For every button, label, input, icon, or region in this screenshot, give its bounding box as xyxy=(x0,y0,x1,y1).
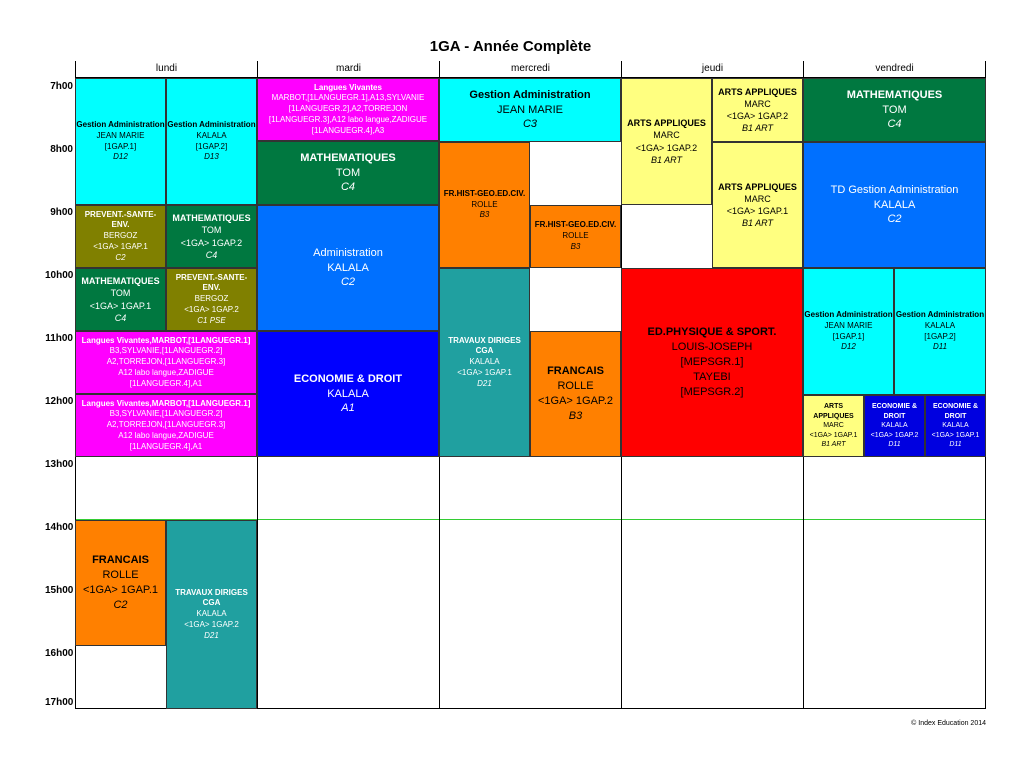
course-group: <1GA> 1GAP.2 xyxy=(635,142,698,153)
timetable-grid xyxy=(45,61,986,709)
course-teacher: MARC xyxy=(744,98,771,109)
course-room: C4 xyxy=(205,249,218,260)
course-group: <1GA> 1GAP.2 xyxy=(184,619,239,629)
course-block[interactable] xyxy=(439,78,621,142)
course-group: <1GA> 1GAP.2 xyxy=(537,395,614,407)
course-detail: MARBOT,[1LANGUEGR.1],A13,SYLVANIE xyxy=(271,93,425,103)
course-block[interactable] xyxy=(257,141,439,205)
course-room: B3 xyxy=(570,241,581,251)
course-teacher: TOM xyxy=(335,166,361,179)
course-room: B3 xyxy=(568,409,583,422)
course-teacher: KALALA xyxy=(881,422,908,430)
course-room: B1 ART xyxy=(650,154,682,165)
course-block[interactable] xyxy=(75,268,166,331)
course-block[interactable] xyxy=(621,268,803,457)
course-room: C1 PSE xyxy=(197,315,226,325)
course-detail: [1LANGUEGR.3],A12 labo langue,ZADIGUE xyxy=(268,114,428,124)
course-block[interactable] xyxy=(803,268,894,395)
day-header-mercredi: mercredi xyxy=(439,61,621,77)
hour-label: 10h00 xyxy=(45,270,74,281)
course-teacher: MARC xyxy=(653,130,680,141)
course-group: <1GA> 1GAP.1 xyxy=(809,431,858,439)
course-block[interactable] xyxy=(864,395,925,457)
course-teacher: JEAN MARIE xyxy=(496,103,563,116)
course-group: [MEPSGR.1] xyxy=(680,356,744,369)
course-block[interactable] xyxy=(166,520,257,709)
course-block[interactable] xyxy=(621,78,712,205)
course-room: D12 xyxy=(113,152,128,162)
course-detail: A2,TORREJON,[1LANGUEGR.3] xyxy=(106,420,226,430)
day-header-jeudi: jeudi xyxy=(621,61,803,77)
course-subject: PREVENT.-SANTE-ENV. xyxy=(84,209,157,230)
course-subject: Gestion Administration xyxy=(804,309,893,319)
course-block[interactable] xyxy=(166,205,257,268)
course-room: B3 xyxy=(479,210,490,220)
course-detail: [1LANGUEGR.4],A1 xyxy=(129,378,203,388)
course-subject: ARTS APPLIQUES xyxy=(813,403,854,420)
course-block[interactable] xyxy=(803,395,864,457)
course-subject: Gestion Administration xyxy=(895,309,985,319)
course-block[interactable] xyxy=(925,395,986,457)
course-teacher: KALALA xyxy=(327,387,369,400)
course-subject: MATHEMATIQUES xyxy=(846,88,943,101)
course-block[interactable] xyxy=(75,78,166,205)
course-detail: B3,SYLVANIE,[1LANGUEGR.2] xyxy=(109,346,223,356)
course-subject: MATHEMATIQUES xyxy=(81,276,160,287)
course-subject: ARTS APPLIQUES xyxy=(718,181,797,192)
hour-label: 17h00 xyxy=(45,697,74,708)
day-header-lundi: lundi xyxy=(75,61,257,77)
course-room: D13 xyxy=(204,152,219,162)
course-room: C2 xyxy=(887,213,902,226)
course-detail: A2,TORREJON,[1LANGUEGR.3] xyxy=(106,357,226,367)
course-subject: FRANCAIS xyxy=(547,365,604,378)
course-group: <1GA> 1GAP.2 xyxy=(184,304,239,314)
course-block[interactable] xyxy=(712,78,803,142)
course-subject: Langues Vivantes,MARBOT,[1LANGUEGR.1] xyxy=(81,335,251,345)
course-teacher: KALALA xyxy=(924,320,956,330)
course-subject: PREVENT.-SANTE-ENV. xyxy=(175,272,248,293)
course-teacher: TOM xyxy=(110,288,131,299)
course-group: [1GAP.2] xyxy=(924,331,956,341)
course-subject: ARTS APPLIQUES xyxy=(627,118,706,129)
course-block[interactable] xyxy=(75,394,257,457)
hour-label: 16h00 xyxy=(45,648,74,659)
course-group: <1GA> 1GAP.1 xyxy=(726,206,789,216)
course-group: [1GAP.1] xyxy=(104,141,137,151)
course-teacher: MARC xyxy=(744,193,771,204)
course-room: D11 xyxy=(949,441,962,449)
course-subject: Administration xyxy=(313,246,383,259)
hour-label: 9h00 xyxy=(50,207,73,218)
day-header-vendredi: vendredi xyxy=(803,61,986,77)
course-group: <1GA> 1GAP.2 xyxy=(726,111,789,121)
course-room: C4 xyxy=(887,118,902,131)
course-detail: [1LANGUEGR.4],A3 xyxy=(311,125,385,135)
course-teacher: TAYEBI xyxy=(693,370,731,383)
course-teacher: JEAN MARIE xyxy=(96,130,145,140)
course-room: C4 xyxy=(114,312,127,323)
course-teacher: ROLLE xyxy=(562,231,589,241)
course-group: [1GAP.2] xyxy=(195,141,228,151)
course-subject: ECONOMIE & DROIT xyxy=(293,372,403,385)
course-teacher: BERGOZ xyxy=(103,231,138,241)
course-subject: ECONOMIE & DROIT xyxy=(932,403,979,420)
course-teacher: LOUIS-JOSEPH xyxy=(671,341,753,354)
course-group: <1GA> 1GAP.2 xyxy=(870,431,919,439)
course-block[interactable] xyxy=(530,205,621,268)
copyright-notice: © Index Education 2014 xyxy=(911,720,986,727)
course-block[interactable] xyxy=(75,205,166,268)
course-group: <1GA> 1GAP.1 xyxy=(931,431,980,439)
course-teacher: TOM xyxy=(882,103,907,116)
course-teacher: KALALA xyxy=(469,357,500,367)
day-header-mardi: mardi xyxy=(257,61,439,77)
course-subject: TD Gestion Administration xyxy=(830,183,959,196)
course-subject: Gestion Administration xyxy=(167,119,256,129)
course-subject: TRAVAUX DIRIGES CGA xyxy=(175,587,248,608)
course-block[interactable] xyxy=(75,331,257,394)
course-subject: MATHEMATIQUES xyxy=(172,213,251,224)
course-group: <1GA> 1GAP.1 xyxy=(457,367,512,377)
course-teacher: KALALA xyxy=(196,130,227,140)
course-block[interactable] xyxy=(166,268,257,331)
course-teacher: KALALA xyxy=(873,198,916,211)
course-block[interactable] xyxy=(257,78,439,141)
course-room: A1 xyxy=(341,402,355,415)
course-room: D21 xyxy=(204,630,219,640)
course-room: C3 xyxy=(522,118,538,131)
course-block[interactable] xyxy=(712,142,803,268)
course-detail: [1LANGUEGR.4],A1 xyxy=(129,441,203,451)
course-subject: Langues Vivantes,MARBOT,[1LANGUEGR.1] xyxy=(81,398,251,408)
course-block[interactable] xyxy=(257,331,439,457)
hour-label: 13h00 xyxy=(45,459,74,470)
course-room: B1 ART xyxy=(741,218,773,229)
course-group: [MEPSGR.2] xyxy=(680,385,744,398)
page-title: 1GA - Année Complète xyxy=(429,38,592,55)
course-teacher: TOM xyxy=(201,225,222,236)
course-room: D11 xyxy=(888,441,901,449)
course-block[interactable] xyxy=(530,331,621,457)
hour-label: 8h00 xyxy=(50,144,73,155)
course-teacher: JEAN MARIE xyxy=(824,320,873,330)
course-room: D11 xyxy=(932,342,948,352)
hour-label: 15h00 xyxy=(45,585,74,596)
course-teacher: KALALA xyxy=(327,261,369,274)
course-group: [1GAP.1] xyxy=(832,331,865,341)
course-subject: Gestion Administration xyxy=(469,88,591,101)
course-subject: Langues Vivantes xyxy=(314,82,382,92)
course-detail: A12 labo langue,ZADIGUE xyxy=(118,367,214,377)
course-group: <1GA> 1GAP.1 xyxy=(93,241,148,251)
course-block[interactable] xyxy=(439,142,530,268)
course-teacher: ROLLE xyxy=(471,199,498,209)
course-block[interactable] xyxy=(894,268,986,395)
course-teacher: ROLLE xyxy=(557,380,594,393)
course-detail: [1LANGUEGR.2],A2,TORREJON xyxy=(288,104,408,114)
course-room: C2 xyxy=(113,598,128,611)
course-block[interactable] xyxy=(803,142,986,268)
hour-label: 11h00 xyxy=(45,333,73,344)
course-group: <1GA> 1GAP.1 xyxy=(89,300,152,311)
course-subject: ARTS APPLIQUES xyxy=(718,86,797,97)
course-subject: ED.PHYSIQUE & SPORT. xyxy=(647,326,777,339)
course-block[interactable] xyxy=(803,78,986,142)
hour-label: 14h00 xyxy=(45,522,74,533)
course-block[interactable] xyxy=(166,78,257,205)
course-teacher: MARC xyxy=(823,422,844,430)
course-subject: Gestion Administration xyxy=(76,119,165,129)
course-subject: ECONOMIE & DROIT xyxy=(871,403,918,420)
hour-label: 12h00 xyxy=(45,396,74,407)
course-group: <1GA> 1GAP.1 xyxy=(82,584,159,596)
course-subject: FRANCAIS xyxy=(92,554,149,567)
course-room: C2 xyxy=(115,252,126,262)
course-room: B1 ART xyxy=(741,123,773,134)
course-block[interactable] xyxy=(439,268,530,457)
course-detail: A12 labo langue,ZADIGUE xyxy=(118,430,214,440)
course-subject: MATHEMATIQUES xyxy=(300,151,396,164)
course-block[interactable] xyxy=(75,520,166,646)
course-room: D12 xyxy=(841,342,856,352)
course-teacher: KALALA xyxy=(942,422,969,430)
course-subject: TRAVAUX DIRIGES CGA xyxy=(448,335,521,356)
course-teacher: BERGOZ xyxy=(194,294,229,304)
course-room: C4 xyxy=(340,181,356,194)
hour-label: 7h00 xyxy=(50,81,73,92)
course-room: D21 xyxy=(477,378,492,388)
course-subject: FR.HIST-GEO.ED.CIV. xyxy=(534,220,617,230)
course-teacher: ROLLE xyxy=(102,569,139,582)
course-block[interactable] xyxy=(257,205,439,331)
course-detail: B3,SYLVANIE,[1LANGUEGR.2] xyxy=(109,409,223,419)
course-group: <1GA> 1GAP.2 xyxy=(180,237,243,248)
course-subject: FR.HIST-GEO.ED.CIV. xyxy=(443,188,526,198)
course-room: B1 ART xyxy=(821,441,846,449)
course-room: C2 xyxy=(340,276,356,289)
course-teacher: KALALA xyxy=(196,609,227,619)
